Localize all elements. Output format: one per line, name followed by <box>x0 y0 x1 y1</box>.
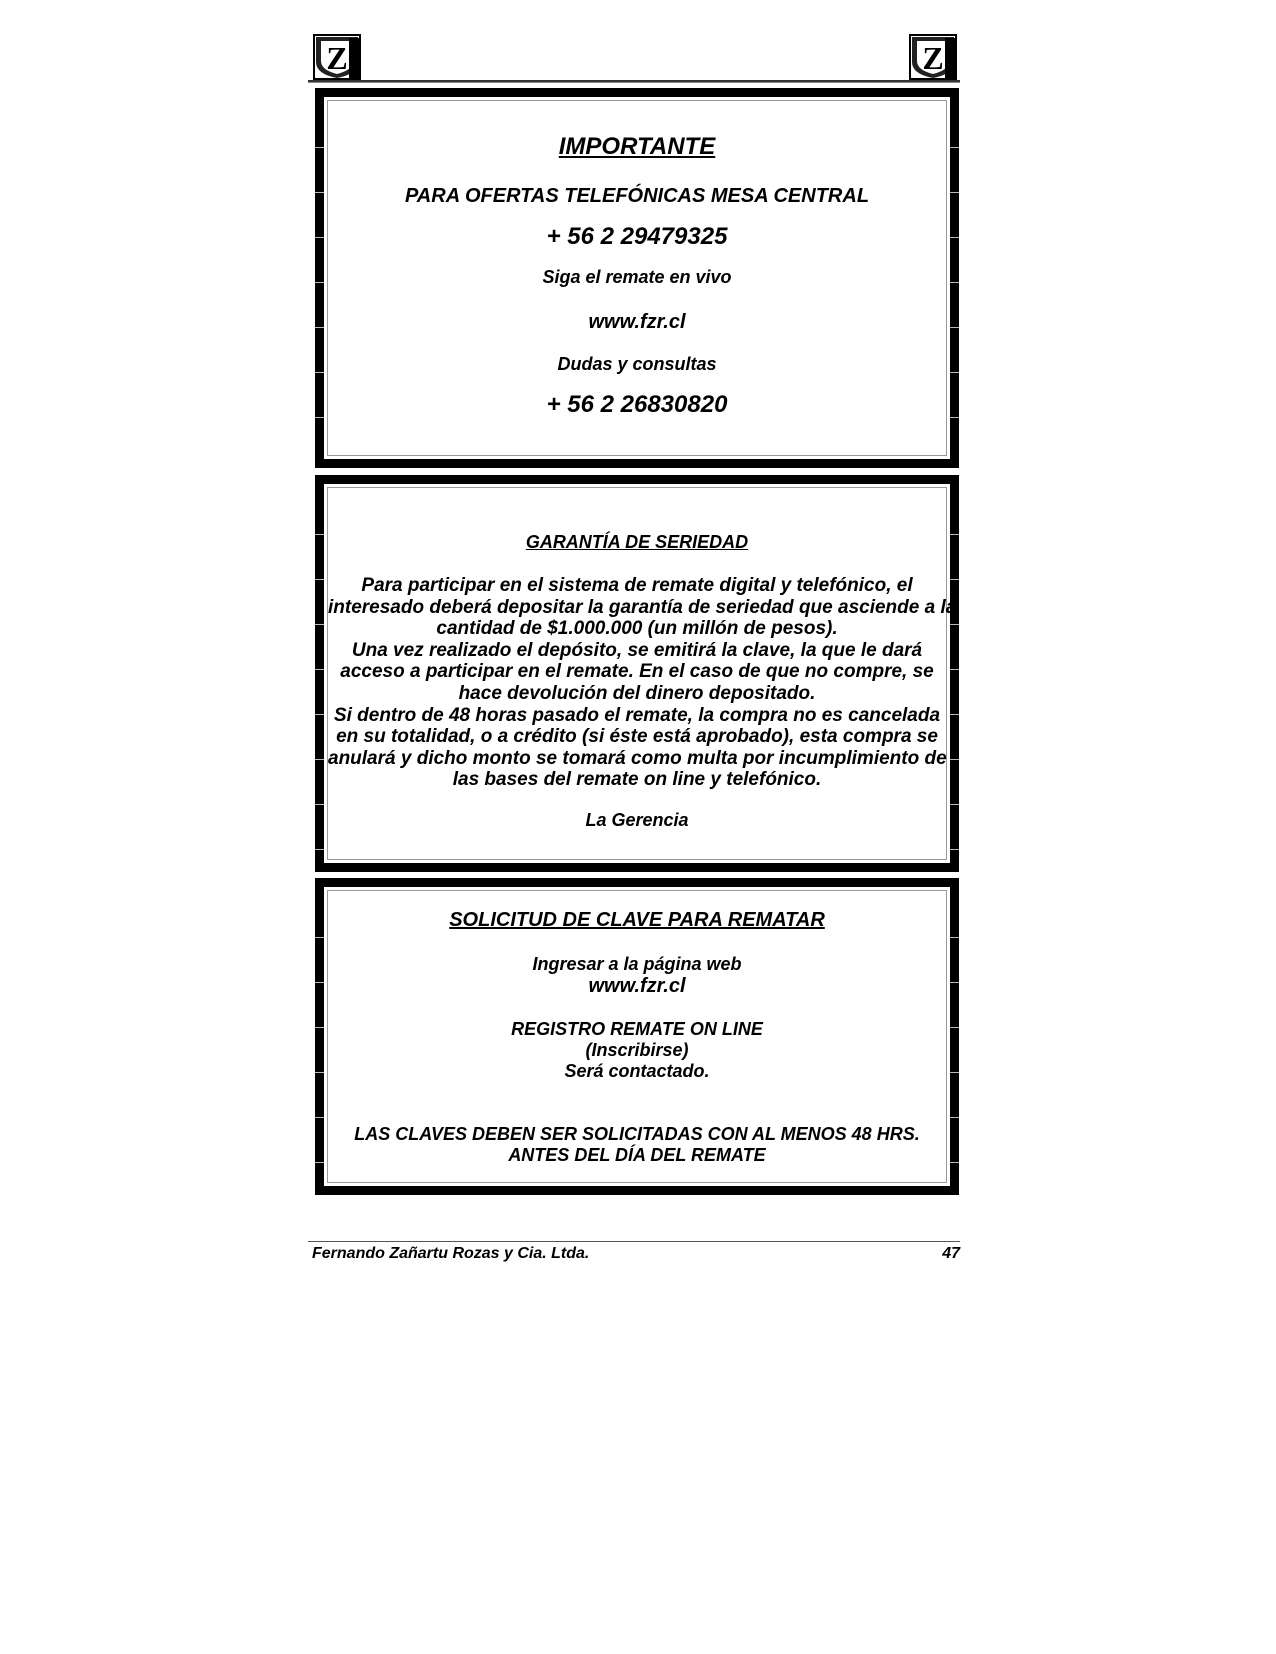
border-tick <box>950 937 959 938</box>
garantia-line: en su totalidad, o a crédito (si éste está aprobado), esta compra se <box>336 726 938 748</box>
border-tick <box>315 624 324 625</box>
live-label: Siga el remate en vivo <box>542 267 732 287</box>
border-tick <box>315 849 324 850</box>
border-tick <box>950 1027 959 1028</box>
border-tick <box>315 714 324 715</box>
border-tick <box>950 624 959 625</box>
footer-divider <box>308 1241 960 1242</box>
border-tick <box>315 1027 324 1028</box>
border-tick <box>315 327 324 328</box>
border-tick <box>950 417 959 418</box>
importante-box <box>315 88 959 468</box>
border-tick <box>950 282 959 283</box>
svg-text:Z: Z <box>922 40 944 76</box>
border-tick <box>950 534 959 535</box>
border-tick <box>315 282 324 283</box>
notice-line-2: ANTES DEL DÍA DEL REMATE <box>508 1145 766 1165</box>
phone-questions: + 56 2 26830820 <box>546 391 728 418</box>
garantia-line: las bases del remate on line y telefónico. <box>452 769 822 791</box>
border-tick <box>315 804 324 805</box>
border-tick <box>315 534 324 535</box>
importante-title: IMPORTANTE <box>558 133 716 160</box>
border-tick <box>315 579 324 580</box>
garantia-body <box>328 575 957 791</box>
garantia-line: Para participar en el sistema de remate digital y telefónico, el <box>361 575 913 596</box>
border-tick <box>315 147 324 148</box>
importante-subtitle: PARA OFERTAS TELEFÓNICAS MESA CENTRAL <box>404 185 870 207</box>
border-tick <box>950 759 959 760</box>
garantia-box <box>315 475 959 872</box>
solicitud-instruction: Ingresar a la página web <box>532 954 742 974</box>
website-link[interactable]: www.fzr.cl <box>588 311 686 333</box>
zr-shield-logo-icon <box>313 34 361 80</box>
border-tick <box>315 669 324 670</box>
garantia-signature: La Gerencia <box>585 810 689 830</box>
border-tick <box>950 982 959 983</box>
border-tick <box>950 372 959 373</box>
border-tick <box>950 714 959 715</box>
border-tick <box>315 237 324 238</box>
garantia-line: Una vez realizado el depósito, se emitirá la clave, la que le dará <box>351 639 923 661</box>
border-tick <box>950 849 959 850</box>
garantia-line: anulará y dicho monto se tomará como multa por incumplimiento de <box>328 747 947 769</box>
registro-label: REGISTRO REMATE ON LINE <box>511 1019 763 1039</box>
border-tick <box>950 1117 959 1118</box>
border-tick <box>950 669 959 670</box>
notice-line-1: LAS CLAVES DEBEN SER SOLICITADAS CON AL MENOS 48 HRS. <box>354 1124 920 1144</box>
garantia-line: acceso a participar en el remate. En el caso de que no compre, se <box>340 661 934 683</box>
questions-label: Dudas y consultas <box>557 354 717 374</box>
border-tick <box>950 579 959 580</box>
solicitud-website-link[interactable]: www.fzr.cl <box>588 975 686 997</box>
svg-text:Z: Z <box>326 40 348 76</box>
garantia-line: Si dentro de 48 horas pasado el remate, la compra no es cancelada <box>333 704 941 726</box>
garantia-line: interesado deberá depositar la garantía de seriedad que asciende a la <box>328 596 957 618</box>
border-tick <box>315 982 324 983</box>
garantia-line: hace devolución del dinero depositado. <box>458 682 816 704</box>
border-tick <box>950 1162 959 1163</box>
phone-central: + 56 2 29479325 <box>546 223 728 250</box>
footer-company: Fernando Zañartu Rozas y Cia. Ltda. <box>312 1245 590 1262</box>
border-tick <box>315 759 324 760</box>
zr-shield-logo-icon <box>909 34 957 80</box>
border-tick <box>315 1117 324 1118</box>
border-tick <box>950 237 959 238</box>
garantia-title: GARANTÍA DE SERIEDAD <box>525 532 749 552</box>
border-tick <box>315 192 324 193</box>
solicitud-title: SOLICITUD DE CLAVE PARA REMATAR <box>449 909 825 931</box>
solicitud-box <box>315 878 959 1195</box>
border-tick <box>950 147 959 148</box>
garantia-line: cantidad de $1.000.000 (un millón de pesos). <box>436 618 838 640</box>
border-tick <box>315 937 324 938</box>
border-tick <box>950 1072 959 1073</box>
header-divider <box>308 80 960 83</box>
border-tick <box>315 1162 324 1163</box>
contactado-label: Será contactado. <box>564 1061 710 1081</box>
border-tick <box>950 804 959 805</box>
border-tick <box>315 1072 324 1073</box>
border-tick <box>950 192 959 193</box>
border-tick <box>315 372 324 373</box>
border-tick <box>315 417 324 418</box>
border-tick <box>950 327 959 328</box>
inscribirse-label: (Inscribirse) <box>585 1040 689 1060</box>
page-number: 47 <box>942 1245 960 1262</box>
